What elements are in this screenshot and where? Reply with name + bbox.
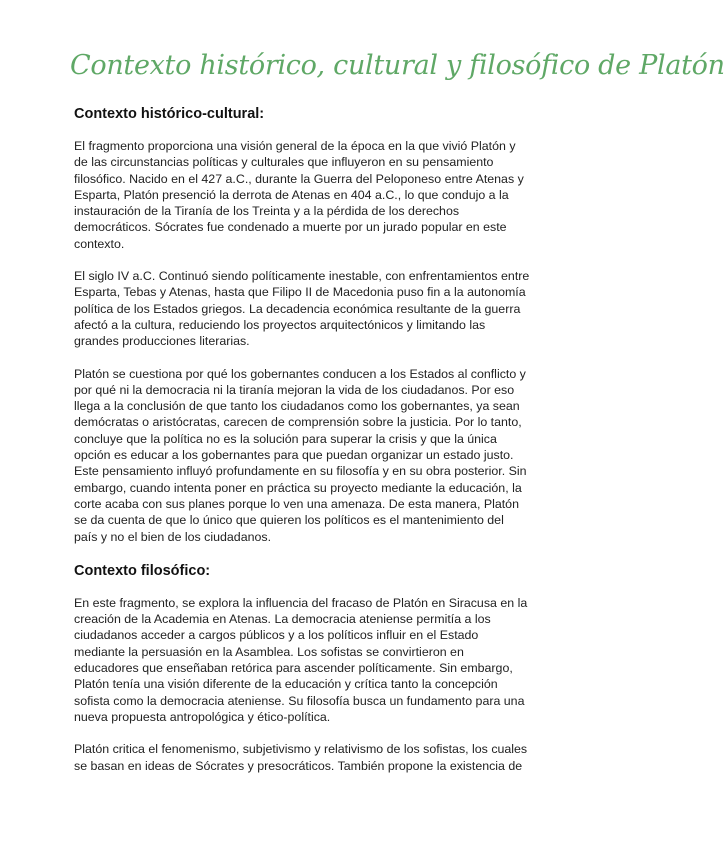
paragraph: En este fragmento, se explora la influencia del fracaso de Platón en Siracusa en la creación de la Academia en Atenas. La democracia ateniense permitía a los ciudadanos acceder a cargos públicos y a los políticos influir en el Estado mediante la persuasión en la Asamblea. Los sofistas se convirtieron en educadores que enseñaban retórica para ascender políticamente. Sin embargo, Platón tenía una visión diferente de la educación y crítica tanto la concepción sofista como la democracia ateniense. Su filosofía busca un fundamento para una nueva propuesta antropológica y ético-política.	[74, 595, 528, 724]
paragraph: El fragmento proporciona una visión general de la época en la que vivió Platón y de las circunstancias políticas y culturales que influyeron en su pensamiento filosófico. Nacido en el 427 a.C., durante la Guerra del Peloponeso entre Atenas y Esparta, Platón presenció la derrota de Atenas en 404 a.C., lo que condujo a la instauración de la Tiranía de los Treinta y a la pérdida de los derechos democráticos. Sócrates fue condenado a muerte por un jurado popular en este contexto.	[74, 139, 524, 251]
document-title: Contexto histórico, cultural y filosófico de Platón	[70, 50, 725, 81]
document-body	[74, 104, 530, 790]
paragraph: El siglo IV a.C. Continuó siendo políticamente inestable, con enfrentamientos entre Esparta, Tebas y Atenas, hasta que Filipo II de Macedonia puso fin a la autonomía política de los Estados griegos. La decadencia económica resultante de la guerra afectó a la cultura, reduciendo los proyectos arquitectónicos y limitando las grandes producciones literarias.	[74, 269, 530, 349]
paragraph: Platón se cuestiona por qué los gobernantes conducen a los Estados al conflicto y por qué ni la democracia ni la tiranía mejoran la vida de los ciudadanos. Por eso llega a la conclusión de que tanto los ciudadanos como los gobernantes, ya sean demócratas o aristócratas, carecen de comprensión sobre la justicia. Por lo tanto, concluye que la política no es la solución para superar la crisis y que la única opción es educar a los gobernantes para que puedan organizar un estado justo. Este pensamiento influyó profundamente en su filosofía y en su obra posterior. Sin embargo, cuando intenta poner en práctica su proyecto mediante la educación, la corte acaba con sus planes porque lo ven una amenaza. De esta manera, Platón se da cuenta de que lo único que quieren los políticos es el mantenimiento del país y no el bien de los ciudadanos.	[74, 366, 527, 544]
section-heading: Contexto filosófico:	[74, 562, 211, 579]
paragraph: Platón critica el fenomenismo, subjetivismo y relativismo de los sofistas, los cuales se basan en ideas de Sócrates y presocráticos. También propone la existencia de	[74, 742, 528, 773]
section-historical-cultural	[74, 104, 530, 545]
section-heading: Contexto histórico-cultural:	[74, 106, 265, 122]
section-philosophical	[74, 561, 530, 774]
